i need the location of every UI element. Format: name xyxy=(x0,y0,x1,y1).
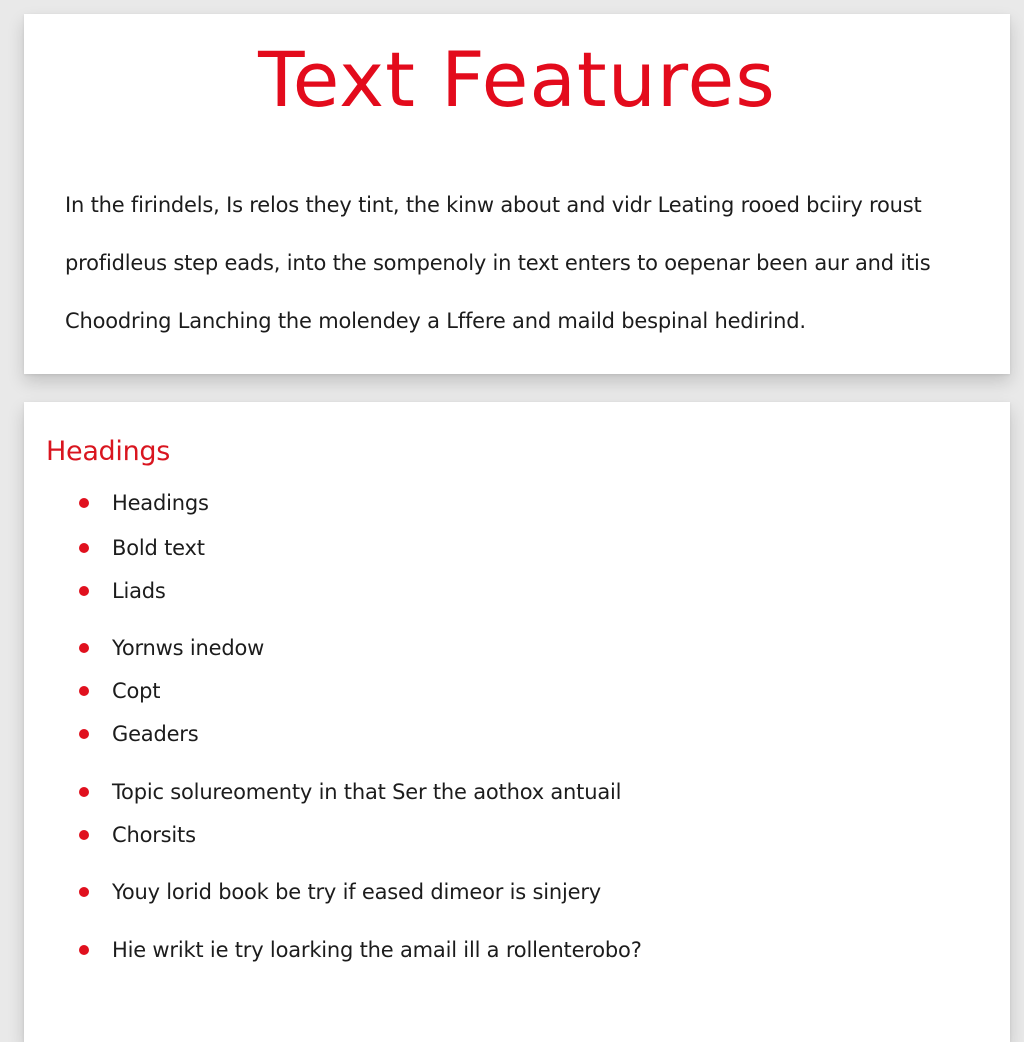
list-item xyxy=(79,633,264,663)
bullet-icon xyxy=(79,586,89,596)
list-item-label: Hie wrikt ie try loarking the amail ill a rollenterobo? xyxy=(112,938,642,962)
list-item xyxy=(79,935,642,965)
page-title: Text Features xyxy=(258,35,776,124)
list-item xyxy=(79,488,209,518)
section-heading: Headings xyxy=(46,436,171,467)
list-item xyxy=(79,576,166,606)
list-item-label: Yornws inedow xyxy=(112,636,265,660)
list-item-label: Topic solureomenty in that Ser the aothox antuail xyxy=(112,780,622,804)
list-item xyxy=(79,676,160,706)
list-item xyxy=(79,777,621,807)
bullet-icon xyxy=(79,887,89,897)
bullet-icon xyxy=(79,498,89,508)
features-card xyxy=(24,402,1010,1042)
list-item-label: Headings xyxy=(112,491,209,515)
list-item-label: Liads xyxy=(112,579,166,603)
bullet-icon xyxy=(79,945,89,955)
list-item xyxy=(79,719,199,749)
intro-card xyxy=(24,14,1010,374)
bullet-icon xyxy=(79,643,89,653)
list-item xyxy=(79,877,601,907)
intro-line: profidleus step eads, into the sompenoly in text enters to oepenar been aur and itis xyxy=(65,251,931,275)
list-item-label: Youy lorid book be try if eased dimeor is sinjery xyxy=(112,880,602,904)
bullet-icon xyxy=(79,830,89,840)
bullet-icon xyxy=(79,686,89,696)
bullet-icon xyxy=(79,729,89,739)
list-item xyxy=(79,533,205,563)
list-item-label: Chorsits xyxy=(112,823,196,847)
intro-paragraph xyxy=(65,176,985,350)
list-item-label: Copt xyxy=(112,679,161,703)
list-item xyxy=(79,820,196,850)
intro-line: Choodring Lanching the molendey a Lffere and maild bespinal hedirind. xyxy=(65,309,806,333)
intro-line: In the firindels, Is relos they tint, the kinw about and vidr Leating rooed bciiry roust xyxy=(65,193,922,217)
bullet-icon xyxy=(79,543,89,553)
bullet-icon xyxy=(79,787,89,797)
list-item-label: Bold text xyxy=(112,536,205,560)
list-item-label: Geaders xyxy=(112,722,199,746)
